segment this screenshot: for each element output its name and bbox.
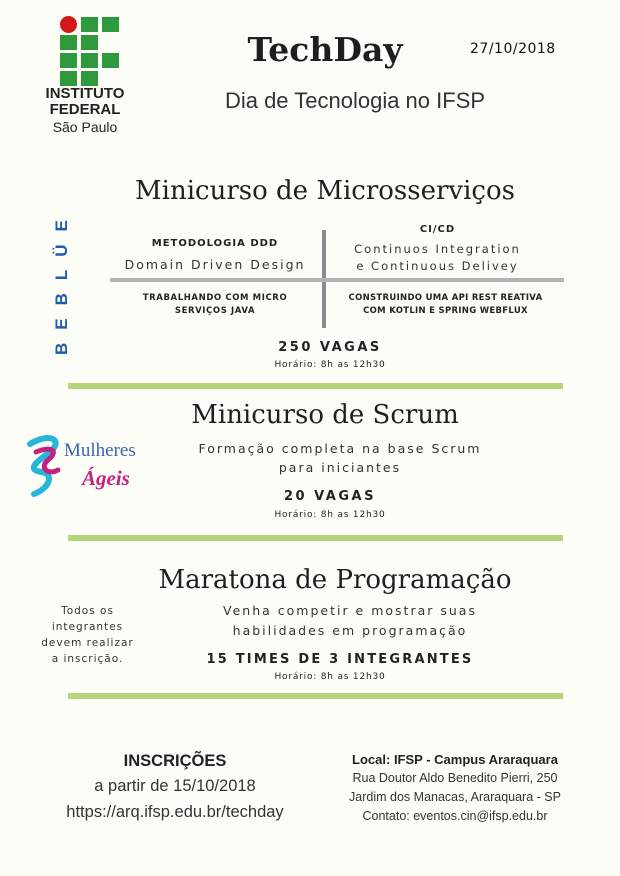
contact-email[interactable]: Contato: eventos.cin@ifsp.edu.br (362, 809, 548, 823)
scrum-horario: Horário: 8h as 12h30 (274, 510, 386, 520)
ddd-title: METODOLOGIA DDD (151, 238, 279, 249)
beblue-logo (44, 205, 80, 355)
micro-vagas: 250 VAGAS (278, 340, 382, 355)
kotlin-line1: CONSTRUINDO UMA API REST REATIVA (348, 293, 543, 303)
micro-horario: Horário: 8h as 12h30 (274, 360, 386, 370)
partner-name-line1: Mulheres (64, 440, 136, 461)
partner-name-line2: Ágeis (82, 466, 130, 490)
maratona-desc-2: habilidades em programação (232, 623, 468, 638)
event-date: 27/10/2018 (470, 41, 556, 57)
cicd-line1: Continuos Integration (354, 242, 521, 256)
address-line-2: Jardim dos Manacas, Araraquara - SP (349, 790, 561, 804)
maratona-times: 15 TIMES DE 3 INTEGRANTES (206, 652, 474, 667)
scrum-vagas: 20 VAGAS (284, 489, 376, 504)
swirl-icon (20, 430, 70, 500)
kotlin-line2: COM KOTLIN E SPRING WEBFLUX (363, 306, 528, 316)
cicd-title: CI/CD (419, 224, 456, 235)
micro-heading: Minicurso de Microsserviços (135, 176, 515, 206)
local-title: Local: IFSP - Campus Araraquara (352, 752, 558, 767)
side-note-line: integrantes (51, 621, 124, 633)
scrum-heading: Minicurso de Scrum (191, 400, 459, 430)
section-divider-2 (68, 535, 563, 541)
section-divider-1 (68, 383, 563, 389)
inscricoes-link[interactable]: https://arq.ifsp.edu.br/techday (66, 803, 284, 821)
if-logo-icon (60, 16, 120, 84)
logo-subtitle: São Paulo (52, 119, 118, 135)
section-divider-3 (68, 693, 563, 699)
side-note (30, 603, 145, 667)
scrum-desc-1: Formação completa na base Scrum (198, 441, 482, 456)
side-note-line: a inscrição. (51, 653, 124, 665)
instituto-federal-logo (30, 16, 140, 136)
grid-divider-horizontal (110, 278, 564, 282)
logo-name: INSTITUTO FEDERAL (45, 85, 125, 118)
side-note-line: Todos os (61, 605, 114, 617)
java-line2: SERVIÇOS JAVA (174, 306, 256, 316)
maratona-horario: Horário: 8h as 12h30 (274, 672, 386, 682)
maratona-desc-1: Venha competir e mostrar suas (223, 603, 477, 618)
page-title: TechDay (247, 30, 403, 69)
inscricoes-title: INSCRIÇÕES (123, 752, 227, 770)
maratona-heading: Maratona de Programação (158, 565, 512, 595)
address-line-1: Rua Doutor Aldo Benedito Pierri, 250 (352, 771, 558, 785)
side-note-line: devem realizar (41, 637, 134, 649)
beblue-brand-text: BEBLÜE (52, 207, 71, 355)
mulheres-ageis-logo (20, 430, 150, 500)
ddd-text: Domain Driven Design (124, 257, 306, 272)
cicd-line2: e Continuous Delivey (356, 259, 519, 273)
scrum-desc-2: para iniciantes (278, 460, 402, 475)
inscricoes-date: a partir de 15/10/2018 (94, 777, 256, 795)
java-line1: TRABALHANDO COM MICRO (142, 293, 288, 303)
page-subtitle: Dia de Tecnologia no IFSP (224, 88, 486, 113)
